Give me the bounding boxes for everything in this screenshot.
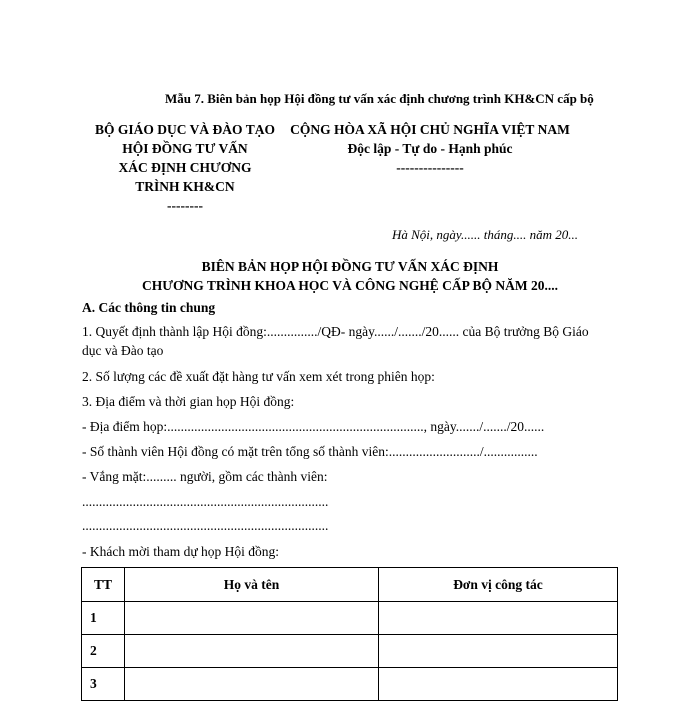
guest-unit-cell[interactable] xyxy=(379,635,618,668)
header-right-divider: --------------- xyxy=(396,160,464,175)
document-title xyxy=(120,257,580,295)
guest-unit-cell[interactable] xyxy=(379,668,618,701)
header-left xyxy=(82,120,288,215)
dateline: Hà Nội, ngày...... tháng.... năm 20... xyxy=(392,227,578,242)
document-title-line2: CHƯƠNG TRÌNH KHOA HỌC VÀ CÔNG NGHỆ CẤP BỘ NĂM 20.... xyxy=(141,278,559,293)
table-header-row xyxy=(82,568,618,602)
template-title: Mẫu 7. Biên bản họp Hội đồng tư vấn xác định chương trình KH&CN cấp bộ xyxy=(165,91,594,106)
national-motto: Độc lập - Tự do - Hạnh phúc xyxy=(347,141,513,156)
row-number: 2 xyxy=(82,635,125,668)
country-name: CỘNG HÒA XÃ HỘI CHỦ NGHĨA VIỆT NAM xyxy=(290,122,570,137)
item2: 2. Số lượng các đề xuất đặt hàng tư vấn xem xét trong phiên họp: xyxy=(82,369,435,384)
column-header-unit: Đơn vị công tác xyxy=(379,568,618,602)
table-row xyxy=(82,668,618,701)
guest-name-cell[interactable] xyxy=(125,602,379,635)
guest-name-cell[interactable] xyxy=(125,635,379,668)
council-name-line1: HỘI ĐỒNG TƯ VẤN xyxy=(122,141,248,156)
guest-name-cell[interactable] xyxy=(125,668,379,701)
members-line: - Số thành viên Hội đồng có mặt trên tổng số thành viên:.........................../................ xyxy=(82,444,538,459)
dots-line-2: ......................................................................... xyxy=(82,518,329,533)
location-line: - Địa điểm họp:............................................................................, ngày......./......./20...... xyxy=(82,419,545,434)
ministry-name: BỘ GIÁO DỤC VÀ ĐÀO TẠO xyxy=(95,122,275,137)
dots-line-1: ......................................................................... xyxy=(82,494,329,509)
guest-table xyxy=(81,567,618,701)
item1-line1: 1. Quyết định thành lập Hội đồng:.............../QĐ- ngày....../......./20...... của Bộ trưởng Bộ Giáo xyxy=(82,324,589,339)
column-header-name: Họ và tên xyxy=(125,568,379,602)
row-number: 1 xyxy=(82,602,125,635)
table-row xyxy=(82,635,618,668)
column-header-tt: TT xyxy=(82,568,125,602)
header-right xyxy=(285,120,575,177)
council-name-line3: TRÌNH KH&CN xyxy=(135,179,235,194)
absent-line: - Vắng mặt:......... người, gồm các thành viên: xyxy=(82,469,328,484)
item3: 3. Địa điểm và thời gian họp Hội đồng: xyxy=(82,394,295,409)
item1-line2: dục và Đào tạo xyxy=(82,343,164,358)
council-name-line2: XÁC ĐỊNH CHƯƠNG xyxy=(118,160,252,175)
document-title-line1: BIÊN BẢN HỌP HỘI ĐỒNG TƯ VẤN XÁC ĐỊNH xyxy=(201,259,499,274)
table-row xyxy=(82,602,618,635)
guest-unit-cell[interactable] xyxy=(379,602,618,635)
row-number: 3 xyxy=(82,668,125,701)
guests-label: - Khách mời tham dự họp Hội đồng: xyxy=(82,544,280,559)
header-left-divider: -------- xyxy=(167,198,203,213)
section-a-heading: A. Các thông tin chung xyxy=(82,300,216,315)
